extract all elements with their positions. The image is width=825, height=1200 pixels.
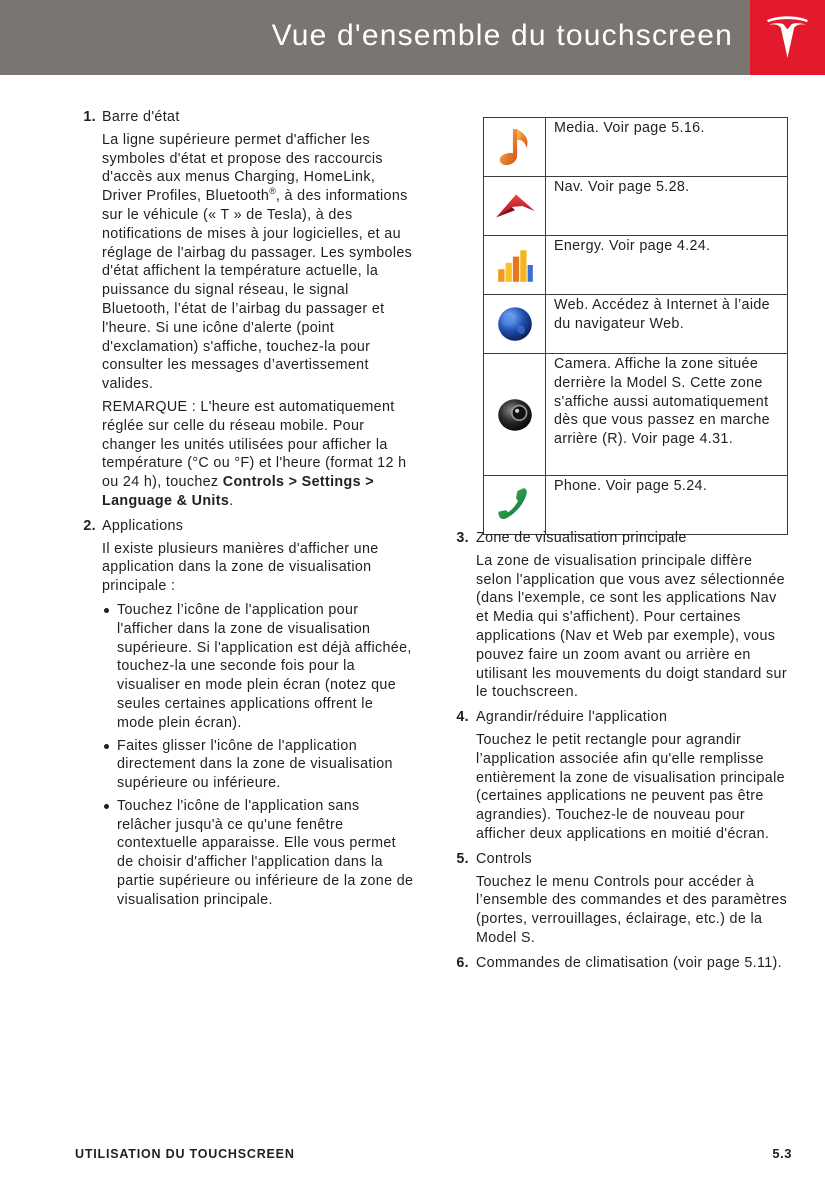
icon-cell — [484, 118, 546, 177]
item-title: Zone de visualisation principale — [476, 530, 687, 546]
bullet-dot — [104, 804, 109, 809]
app-row-web — [484, 295, 788, 354]
app-icon-table — [483, 117, 788, 535]
list-item-expand-collapse — [453, 708, 792, 844]
tesla-logo-icon — [762, 11, 813, 62]
item-description — [102, 131, 414, 394]
item-number: 6. — [456, 954, 469, 971]
item-number: 4. — [456, 709, 469, 726]
item-number: 5. — [456, 850, 469, 867]
app-description: Nav. Voir page 5.28. — [546, 177, 788, 236]
bullet-dot — [104, 608, 109, 613]
app-description: Phone. Voir page 5.24. — [546, 476, 788, 535]
web-globe-icon — [494, 303, 536, 345]
item-title: Controls — [476, 850, 533, 867]
app-row-media — [484, 118, 788, 177]
list-item-applications — [80, 517, 414, 910]
icon-cell — [484, 236, 546, 295]
icon-cell — [484, 177, 546, 236]
app-row-energy — [484, 236, 788, 295]
list-item-climate-controls — [453, 954, 792, 973]
media-icon — [494, 126, 536, 168]
app-description: Media. Voir page 5.16. — [546, 118, 788, 177]
item-number: 1. — [83, 109, 96, 125]
note-text: REMARQUE : L'heure est automatiquement réglée sur celle du réseau mobile. Pour changer les unités utilisées pour afficher la température (°C ou °F) et l'heure (format 12 h ou 24 h), touchez — [102, 398, 407, 491]
page-title: Vue d'ensemble du touchscreen — [271, 19, 733, 52]
item-title: Applications — [102, 517, 184, 534]
app-description: Energy. Voir page 4.24. — [546, 236, 788, 295]
right-column — [453, 529, 792, 979]
page-header-bar — [0, 0, 750, 75]
left-column — [80, 108, 414, 916]
app-row-camera — [484, 354, 788, 476]
bullet-item — [102, 797, 414, 910]
bullet-text: Touchez l'icône de l'application sans relâcher jusqu'à ce qu'une fenêtre contextuelle apparaisse. Elle vous permet de choisir d'afficher l'application dans la partie supérieure ou inférieure de la zone de visualisation principale. — [117, 797, 414, 908]
footer-section-title: UTILISATION DU TOUCHSCREEN — [75, 1147, 295, 1161]
list-item-status-bar — [80, 108, 414, 511]
bullet-item — [102, 737, 414, 793]
icon-cell — [484, 295, 546, 354]
settings-path: Controls > Settings > Language & Units — [102, 474, 374, 509]
item-number: 2. — [83, 517, 96, 534]
item-description: La zone de visualisation principale diffère selon l'application que vous avez sélectionnée (dans l'exemple, ce sont les applications Nav et Media qui s'affichent). Pour certaines applications (Nav et Web par exemple), vous pouvez faire un zoom avant ou arrière en utilisant les mouvements du doigt standard sur le touchscreen. — [476, 552, 787, 701]
icon-cell — [484, 354, 546, 476]
note-paragraph — [102, 398, 414, 511]
app-description: Web. Accédez à Internet à l’aide du navigateur Web. — [546, 295, 788, 354]
bullet-text: Faites glisser l'icône de l'application directement dans la zone de visualisation supérieure ou inférieure. — [117, 737, 393, 792]
phone-icon — [494, 484, 536, 526]
camera-icon — [494, 394, 536, 436]
app-description: Camera. Affiche la zone située derrière la Model S. Cette zone s'affiche aussi automatiquement dès que vous passez en marche arrière (R). Voir page 4.31. — [546, 354, 788, 476]
bullet-text: Touchez l’icône de l'application pour l'afficher dans la zone de visualisation supérieure. Si l'application est déjà affichée, touchez-la une seconde fois pour la visualiser en mode plein écran (notez que seules certaines applications offrent le mode plein écran). — [117, 601, 412, 731]
item-title: Commandes de climatisation (voir page 5.11). — [476, 954, 782, 971]
icon-cell — [484, 476, 546, 535]
item-description: Touchez le petit rectangle pour agrandir l’application associée afin qu'elle remplisse entièrement la zone de visualisation principale (certaines applications ne peuvent pas être agrandies). Touchez-le de nouveau pour afficher deux applications en moitié d'écran. — [476, 731, 785, 842]
bullet-dot — [104, 744, 109, 749]
description-text: , à des informations sur le véhicule (« T » de Tesla), à des notifications de mises à jour logicielles, et au réglage de l'airbag du passager. Les symboles d'état affichent la température actuelle, la puissance du signal réseau, le signal Bluetooth, l’état de l’airbag du passager et l'heure. Si une icône d'alerte (point d'exclamation) s'affiche, touchez-la pour consulter les messages d’avertissement valides. — [102, 188, 413, 393]
registered-mark: ® — [269, 186, 276, 197]
brand-logo-box — [750, 0, 825, 75]
item-title: Agrandir/réduire l'application — [476, 709, 668, 726]
app-row-phone — [484, 476, 788, 535]
item-title: Barre d'état — [102, 109, 180, 125]
bullet-list — [102, 601, 414, 910]
description-text: La ligne supérieure permet d'afficher les symboles d'état et propose des raccourcis d'accès aux menus Charging, HomeLink, Driver Profiles, Bluetooth — [102, 131, 383, 205]
item-number: 3. — [456, 530, 469, 546]
note-text-end: . — [229, 492, 234, 509]
app-row-nav — [484, 177, 788, 236]
item-description: Il existe plusieurs manières d'afficher une application dans la zone de visualisation principale : — [102, 540, 379, 595]
page-number: 5.3 — [772, 1146, 792, 1161]
list-item-controls — [453, 850, 792, 948]
bullet-item — [102, 601, 414, 733]
nav-icon — [494, 185, 536, 227]
item-description: Touchez le menu Controls pour accéder à l’ensemble des commandes et des paramètres (portes, verrouillages, éclairage, etc.) de la Model S. — [476, 873, 788, 946]
list-item-main-viewing-area — [453, 529, 792, 702]
energy-icon — [494, 244, 536, 286]
